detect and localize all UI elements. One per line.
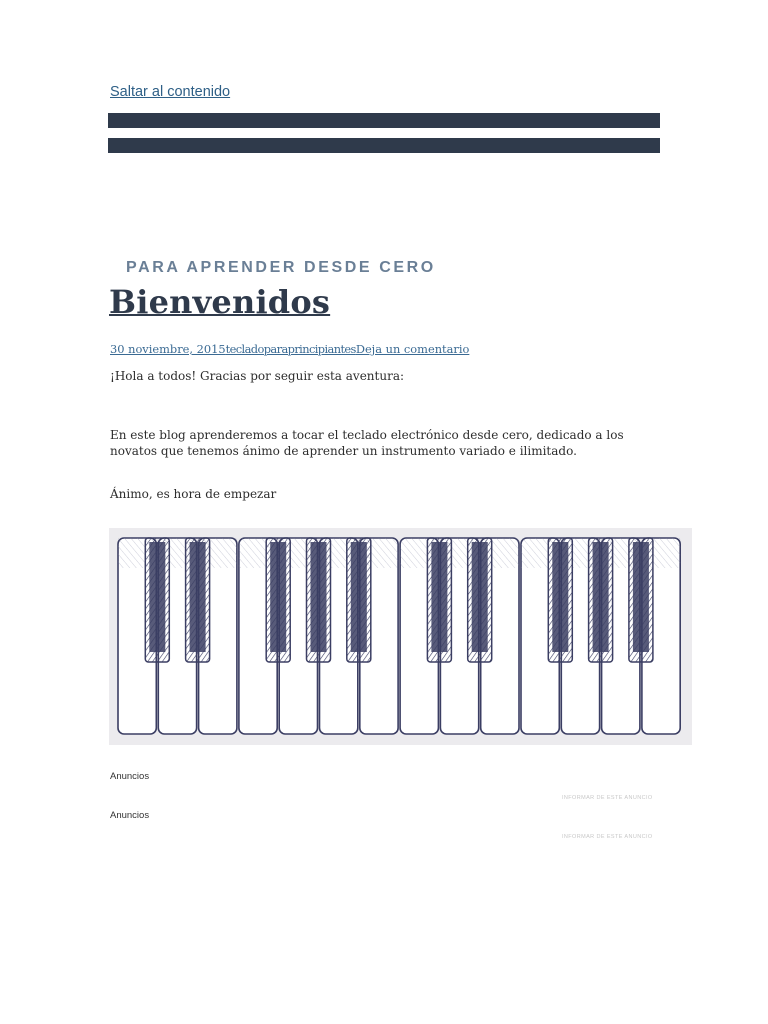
post-paragraph: ¡Hola a todos! Gracias por seguir esta aventura: [110, 369, 405, 383]
report-ad-link[interactable]: INFORMAR DE ESTE ANUNCIO [562, 795, 653, 801]
search-bar[interactable] [108, 138, 660, 153]
black-key-fill [190, 542, 206, 652]
post-paragraph: Ánimo, es hora de empezar [110, 487, 277, 501]
post-title[interactable]: Bienvenidos [109, 283, 331, 321]
black-key-fill [270, 542, 286, 652]
report-ad-link[interactable]: INFORMAR DE ESTE ANUNCIO [562, 834, 653, 840]
black-key-fill [431, 542, 447, 652]
black-key-fill [593, 542, 609, 652]
post-date-link[interactable]: 30 noviembre, 2015 [110, 342, 226, 356]
skip-to-content-link[interactable]: Saltar al contenido [110, 84, 231, 100]
post-author-link[interactable]: tecladoparaprincipiantes [225, 342, 356, 356]
comment-link[interactable]: Deja un comentario [355, 342, 470, 356]
black-key-fill [552, 542, 568, 652]
black-key-fill [351, 542, 367, 652]
ads-label: Anuncios [110, 810, 150, 821]
site-description: PARA APRENDER DESDE CERO [126, 259, 436, 276]
black-key-fill [311, 542, 327, 652]
navigation-bar[interactable] [108, 113, 660, 128]
black-key-fill [149, 542, 165, 652]
post-paragraph: En este blog aprenderemos a tocar el teclado electrónico desde cero, dedicado a los novatos que tenemos ánimo de aprender un instrumento variado e ilimitado. [110, 428, 624, 458]
piano-keyboard-image [109, 528, 692, 745]
black-key-fill [633, 542, 649, 652]
post-meta [110, 342, 469, 356]
piano-illustration [109, 528, 692, 745]
ads-label: Anuncios [110, 771, 150, 782]
black-key-fill [472, 542, 488, 652]
